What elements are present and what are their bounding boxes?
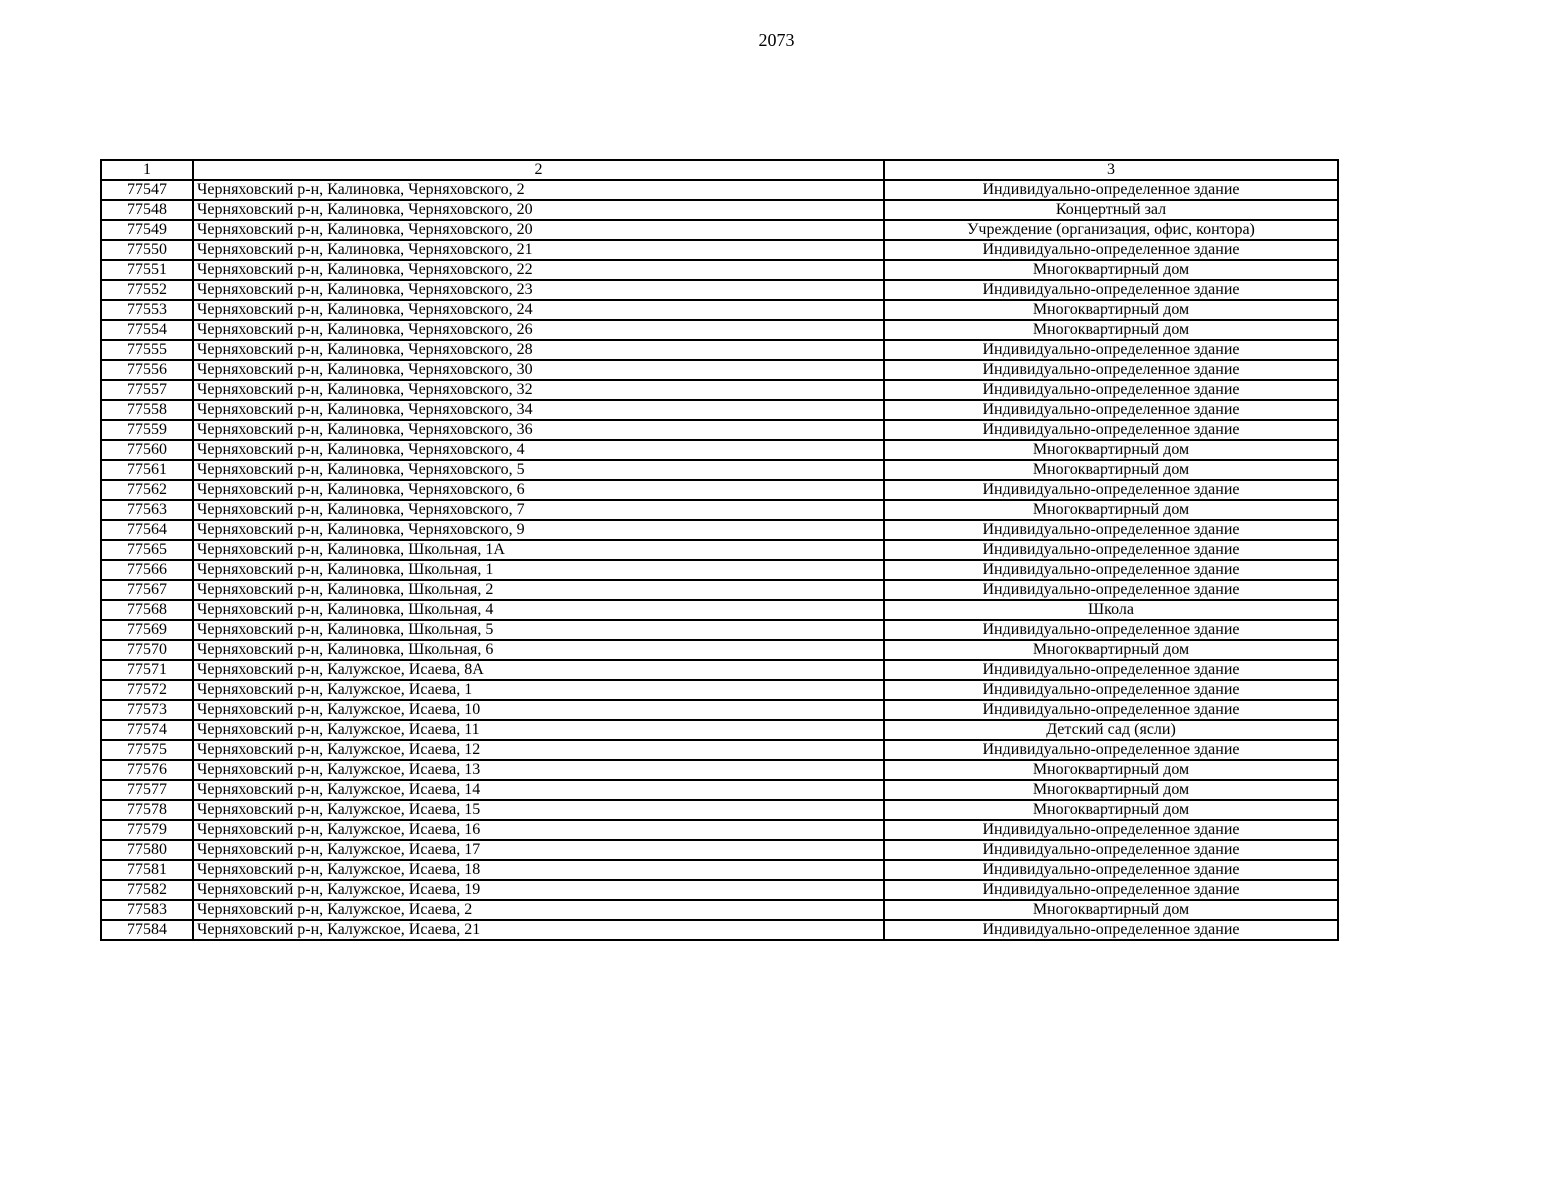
table-row [101,220,1338,240]
table-row [101,600,1338,620]
row-id-cell: 77576 [101,760,193,780]
table-row [101,560,1338,580]
row-type-cell: Индивидуально-определенное здание [884,680,1338,700]
row-type-cell: Многоквартирный дом [884,440,1338,460]
row-address-cell: Черняховский р-н, Калужское, Исаева, 2 [193,900,884,920]
row-type-cell: Индивидуально-определенное здание [884,420,1338,440]
row-type-cell: Многоквартирный дом [884,800,1338,820]
row-address-cell: Черняховский р-н, Калужское, Исаева, 18 [193,860,884,880]
row-type-cell: Индивидуально-определенное здание [884,840,1338,860]
table-row [101,580,1338,600]
row-type-cell: Многоквартирный дом [884,260,1338,280]
row-type-cell: Индивидуально-определенное здание [884,360,1338,380]
row-address-cell: Черняховский р-н, Калиновка, Черняховского, 21 [193,240,884,260]
row-address-cell: Черняховский р-н, Калиновка, Черняховского, 34 [193,400,884,420]
row-id-cell: 77574 [101,720,193,740]
row-type-cell: Индивидуально-определенное здание [884,620,1338,640]
row-type-cell: Индивидуально-определенное здание [884,540,1338,560]
row-id-cell: 77581 [101,860,193,880]
row-type-cell: Многоквартирный дом [884,900,1338,920]
row-type-cell: Многоквартирный дом [884,640,1338,660]
row-address-cell: Черняховский р-н, Калужское, Исаева, 8А [193,660,884,680]
table-row [101,340,1338,360]
row-address-cell: Черняховский р-н, Калужское, Исаева, 21 [193,920,884,940]
page-number: 2073 [758,30,795,50]
row-type-cell: Индивидуально-определенное здание [884,240,1338,260]
table-row [101,760,1338,780]
column-header-1: 1 [101,160,193,180]
registry-table [100,159,1339,941]
table-body [101,160,1338,940]
row-address-cell: Черняховский р-н, Калиновка, Черняховского, 32 [193,380,884,400]
row-type-cell: Индивидуально-определенное здание [884,400,1338,420]
row-address-cell: Черняховский р-н, Калиновка, Черняховского, 4 [193,440,884,460]
row-id-cell: 77563 [101,500,193,520]
row-type-cell: Индивидуально-определенное здание [884,580,1338,600]
row-address-cell: Черняховский р-н, Калиновка, Черняховского, 23 [193,280,884,300]
row-address-cell: Черняховский р-н, Калиновка, Черняховского, 24 [193,300,884,320]
row-id-cell: 77572 [101,680,193,700]
table-row [101,320,1338,340]
row-id-cell: 77570 [101,640,193,660]
table-row [101,480,1338,500]
table-row [101,280,1338,300]
table-row [101,860,1338,880]
table-row [101,840,1338,860]
row-address-cell: Черняховский р-н, Калиновка, Черняховского, 36 [193,420,884,440]
row-type-cell: Многоквартирный дом [884,300,1338,320]
row-address-cell: Черняховский р-н, Калиновка, Школьная, 1 [193,560,884,580]
row-type-cell: Индивидуально-определенное здание [884,480,1338,500]
row-id-cell: 77575 [101,740,193,760]
row-type-cell: Индивидуально-определенное здание [884,340,1338,360]
row-id-cell: 77552 [101,280,193,300]
row-address-cell: Черняховский р-н, Калужское, Исаева, 1 [193,680,884,700]
table-row [101,240,1338,260]
row-id-cell: 77554 [101,320,193,340]
row-address-cell: Черняховский р-н, Калиновка, Черняховского, 7 [193,500,884,520]
row-type-cell: Многоквартирный дом [884,500,1338,520]
row-address-cell: Черняховский р-н, Калиновка, Школьная, 4 [193,600,884,620]
row-id-cell: 77571 [101,660,193,680]
table-row [101,500,1338,520]
row-address-cell: Черняховский р-н, Калиновка, Черняховского, 9 [193,520,884,540]
table-row [101,520,1338,540]
table-row [101,820,1338,840]
row-type-cell: Индивидуально-определенное здание [884,820,1338,840]
row-id-cell: 77578 [101,800,193,820]
row-address-cell: Черняховский р-н, Калиновка, Черняховского, 20 [193,200,884,220]
row-type-cell: Индивидуально-определенное здание [884,860,1338,880]
row-id-cell: 77555 [101,340,193,360]
row-type-cell: Учреждение (организация, офис, контора) [884,220,1338,240]
row-address-cell: Черняховский р-н, Калужское, Исаева, 11 [193,720,884,740]
row-id-cell: 77580 [101,840,193,860]
table-row [101,680,1338,700]
row-id-cell: 77583 [101,900,193,920]
row-address-cell: Черняховский р-н, Калужское, Исаева, 13 [193,760,884,780]
table-row [101,380,1338,400]
row-address-cell: Черняховский р-н, Калужское, Исаева, 19 [193,880,884,900]
row-address-cell: Черняховский р-н, Калужское, Исаева, 15 [193,800,884,820]
row-id-cell: 77568 [101,600,193,620]
row-address-cell: Черняховский р-н, Калиновка, Черняховского, 22 [193,260,884,280]
row-type-cell: Многоквартирный дом [884,780,1338,800]
table-row [101,780,1338,800]
row-type-cell: Индивидуально-определенное здание [884,660,1338,680]
row-type-cell: Многоквартирный дом [884,760,1338,780]
row-address-cell: Черняховский р-н, Калужское, Исаева, 14 [193,780,884,800]
table-row [101,620,1338,640]
row-address-cell: Черняховский р-н, Калужское, Исаева, 16 [193,820,884,840]
row-address-cell: Черняховский р-н, Калиновка, Черняховского, 6 [193,480,884,500]
row-id-cell: 77556 [101,360,193,380]
row-address-cell: Черняховский р-н, Калиновка, Школьная, 2 [193,580,884,600]
row-type-cell: Индивидуально-определенное здание [884,520,1338,540]
table-row [101,700,1338,720]
table-header-row [101,160,1338,180]
row-id-cell: 77548 [101,200,193,220]
column-header-3: 3 [884,160,1338,180]
row-id-cell: 77569 [101,620,193,640]
row-address-cell: Черняховский р-н, Калиновка, Школьная, 1А [193,540,884,560]
table-row [101,200,1338,220]
row-address-cell: Черняховский р-н, Калиновка, Черняховского, 20 [193,220,884,240]
row-address-cell: Черняховский р-н, Калиновка, Черняховского, 2 [193,180,884,200]
row-address-cell: Черняховский р-н, Калиновка, Черняховского, 26 [193,320,884,340]
table-row [101,440,1338,460]
row-type-cell: Индивидуально-определенное здание [884,380,1338,400]
row-address-cell: Черняховский р-н, Калиновка, Школьная, 5 [193,620,884,640]
row-id-cell: 77565 [101,540,193,560]
row-id-cell: 77573 [101,700,193,720]
row-type-cell: Индивидуально-определенное здание [884,280,1338,300]
row-id-cell: 77579 [101,820,193,840]
row-type-cell: Концертный зал [884,200,1338,220]
row-address-cell: Черняховский р-н, Калужское, Исаева, 10 [193,700,884,720]
row-address-cell: Черняховский р-н, Калиновка, Школьная, 6 [193,640,884,660]
table-row [101,880,1338,900]
row-address-cell: Черняховский р-н, Калужское, Исаева, 17 [193,840,884,860]
table-row [101,740,1338,760]
row-id-cell: 77560 [101,440,193,460]
row-id-cell: 77582 [101,880,193,900]
table-row [101,900,1338,920]
table-row [101,300,1338,320]
row-type-cell: Многоквартирный дом [884,320,1338,340]
table-row [101,720,1338,740]
table-row [101,420,1338,440]
row-type-cell: Индивидуально-определенное здание [884,560,1338,580]
row-type-cell: Многоквартирный дом [884,460,1338,480]
row-id-cell: 77557 [101,380,193,400]
table-row [101,640,1338,660]
table-row [101,460,1338,480]
row-type-cell: Школа [884,600,1338,620]
row-id-cell: 77559 [101,420,193,440]
row-id-cell: 77547 [101,180,193,200]
row-address-cell: Черняховский р-н, Калиновка, Черняховского, 5 [193,460,884,480]
row-address-cell: Черняховский р-н, Калиновка, Черняховского, 28 [193,340,884,360]
row-id-cell: 77553 [101,300,193,320]
row-id-cell: 77551 [101,260,193,280]
row-type-cell: Детский сад (ясли) [884,720,1338,740]
row-type-cell: Индивидуально-определенное здание [884,180,1338,200]
table-row [101,540,1338,560]
row-id-cell: 77566 [101,560,193,580]
row-type-cell: Индивидуально-определенное здание [884,700,1338,720]
table-row [101,920,1338,940]
row-type-cell: Индивидуально-определенное здание [884,920,1338,940]
table-row [101,800,1338,820]
row-id-cell: 77564 [101,520,193,540]
table-row [101,180,1338,200]
row-type-cell: Индивидуально-определенное здание [884,880,1338,900]
table-row [101,260,1338,280]
column-header-2: 2 [193,160,884,180]
row-id-cell: 77584 [101,920,193,940]
row-id-cell: 77561 [101,460,193,480]
row-id-cell: 77549 [101,220,193,240]
row-id-cell: 77558 [101,400,193,420]
row-id-cell: 77550 [101,240,193,260]
row-id-cell: 77562 [101,480,193,500]
table-row [101,400,1338,420]
table-row [101,360,1338,380]
row-type-cell: Индивидуально-определенное здание [884,740,1338,760]
table-row [101,660,1338,680]
row-address-cell: Черняховский р-н, Калиновка, Черняховского, 30 [193,360,884,380]
row-address-cell: Черняховский р-н, Калужское, Исаева, 12 [193,740,884,760]
row-id-cell: 77567 [101,580,193,600]
row-id-cell: 77577 [101,780,193,800]
